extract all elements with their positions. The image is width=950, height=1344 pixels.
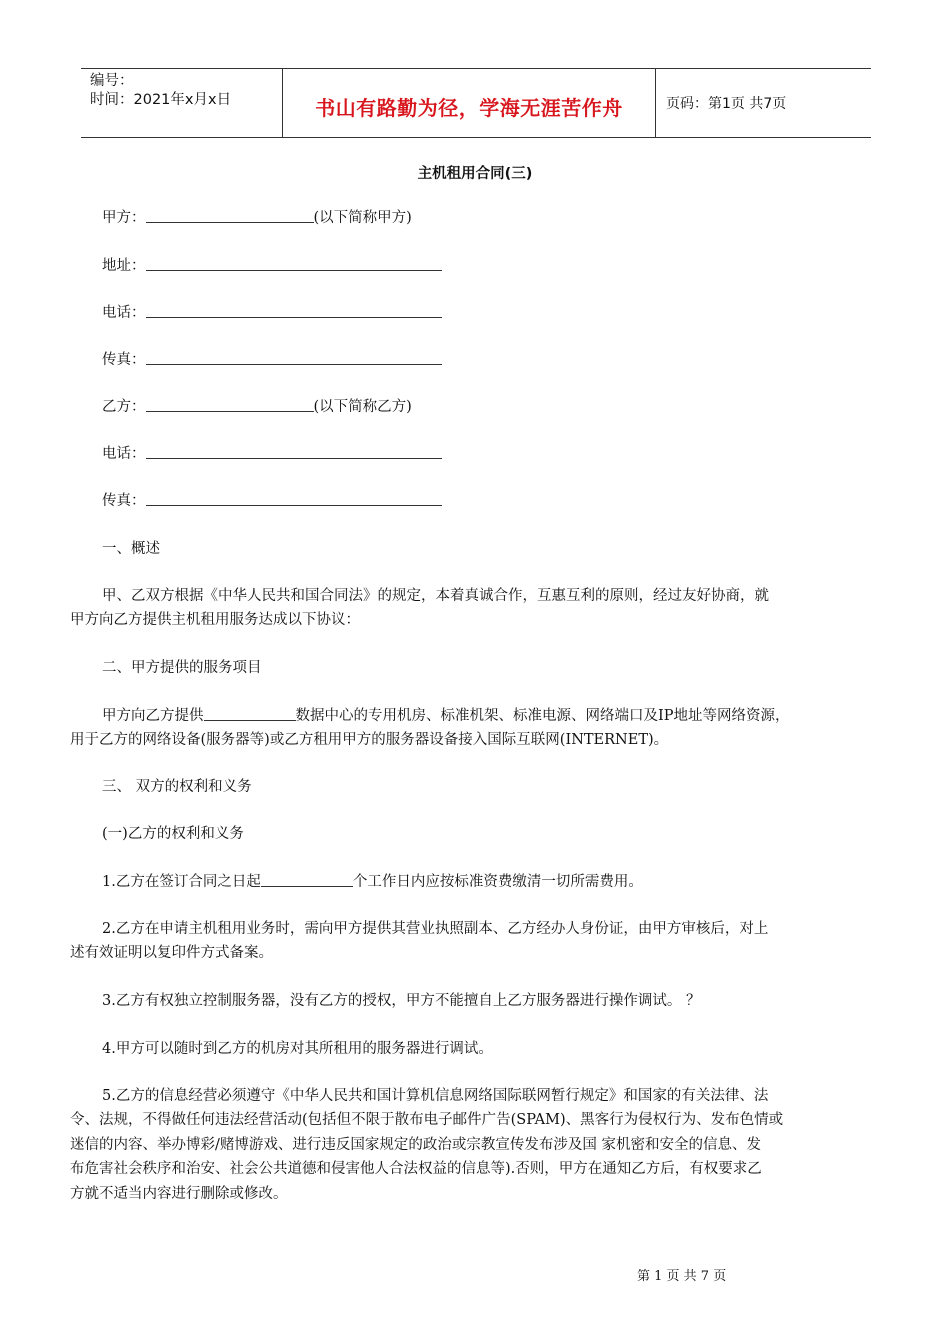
fax-a-field	[102, 349, 442, 371]
section-2-paragraph-line-1	[102, 705, 789, 727]
party-a-label: 甲方：	[102, 210, 146, 226]
data-center-blank[interactable]	[204, 706, 296, 721]
address-field	[102, 255, 442, 277]
section-3-subheading: (一)乙方的权利和义务	[102, 826, 244, 842]
phone-b-blank[interactable]	[146, 444, 442, 459]
fax-b-label: 传真：	[102, 493, 146, 509]
document-date: 时间：2021年x月x日	[90, 92, 232, 108]
header-table	[81, 68, 871, 138]
party-a-blank[interactable]	[146, 208, 314, 223]
item-1-text-a: 1.乙方在签订合同之日起	[102, 874, 261, 890]
party-b-label: 乙方：	[102, 399, 146, 415]
fax-b-field	[102, 490, 442, 512]
section-1-heading: 一、概述	[102, 541, 160, 557]
phone-a-label: 电话：	[102, 305, 146, 321]
header-motto-cell	[282, 69, 656, 137]
item-1	[102, 871, 643, 893]
party-b-field	[102, 396, 412, 418]
address-label: 地址：	[102, 258, 146, 274]
workdays-blank[interactable]	[261, 872, 353, 887]
document-number-label: 编号：	[90, 73, 134, 89]
section-2-text-b: 数据中心的专用机房、标准机架、标准电源、网络端口及IP地址等网络资源，	[295, 708, 790, 724]
fax-b-blank[interactable]	[146, 491, 442, 506]
item-5-line-1: 5.乙方的信息经营必须遵守《中华人民共和国计算机信息网络国际联网暂行规定》和国家的有关法律、法	[102, 1088, 769, 1104]
section-2-paragraph-line-2: 用于乙方的网络设备(服务器等)或乙方租用甲方的服务器设备接入国际互联网(INTERNET)。	[70, 732, 669, 748]
item-2-line-1: 2.乙方在申请主机租用业务时，需向甲方提供其营业执照副本、乙方经办人身份证，由甲方审核后，对上	[102, 921, 769, 937]
phone-b-label: 电话：	[102, 446, 146, 462]
item-5-line-2: 令、法规，不得做任何违法经营活动(包括但不限于散布电子邮件广告(SPAM)、黑客行为侵权行为、发布色情或	[70, 1112, 784, 1128]
item-5-line-5: 方就不适当内容进行删除或修改。	[70, 1186, 288, 1202]
item-4: 4.甲方可以随时到乙方的机房对其所租用的服务器进行调试。	[102, 1041, 493, 1057]
item-2-line-2: 述有效证明以复印件方式备案。	[70, 945, 273, 961]
item-1-text-b: 个工作日内应按标准资费缴清一切所需费用。	[352, 874, 643, 890]
section-1-paragraph-line-1: 甲、乙双方根据《中华人民共和国合同法》的规定，本着真诚合作，互惠互利的原则，经过友好协商，就	[102, 588, 769, 604]
header-page-cell	[656, 69, 871, 137]
fax-a-label: 传真：	[102, 352, 146, 368]
address-blank[interactable]	[146, 256, 442, 271]
item-3: 3.乙方有权独立控制服务器，没有乙方的授权，甲方不能擅自上乙方服务器进行操作调试。 ？	[102, 993, 701, 1009]
party-a-field	[102, 207, 412, 229]
item-5-line-3: 迷信的内容、举办博彩/赌博游戏、进行违反国家规定的政治或宗教宣传发布涉及国 家机密和安全的信息、发	[70, 1137, 761, 1153]
section-1-paragraph-line-2: 甲方向乙方提供主机租用服务达成以下协议：	[70, 612, 360, 628]
section-3-heading: 三、 双方的权利和义务	[102, 779, 252, 795]
fax-a-blank[interactable]	[146, 350, 442, 365]
party-a-suffix: (以下简称甲方)	[313, 210, 412, 226]
header-page-code: 页码：第1页 共7页	[666, 96, 787, 112]
header-motto: 书山有路勤为径，学海无涯苦作舟	[315, 95, 623, 120]
page-footer: 第 1 页 共 7 页	[637, 1269, 727, 1284]
document-title: 主机租用合同(三)	[417, 166, 533, 182]
phone-a-blank[interactable]	[146, 303, 442, 318]
party-b-blank[interactable]	[146, 397, 314, 412]
phone-a-field	[102, 302, 442, 324]
section-2-heading: 二、甲方提供的服务项目	[102, 660, 262, 676]
phone-b-field	[102, 443, 442, 465]
party-b-suffix: (以下简称乙方)	[313, 399, 412, 415]
section-2-text-a: 甲方向乙方提供	[102, 708, 204, 724]
item-5-line-4: 布危害社会秩序和治安、社会公共道德和侵害他人合法权益的信息等).否则，甲方在通知乙方后，有权要求乙	[70, 1161, 762, 1177]
header-meta-cell	[81, 69, 282, 137]
